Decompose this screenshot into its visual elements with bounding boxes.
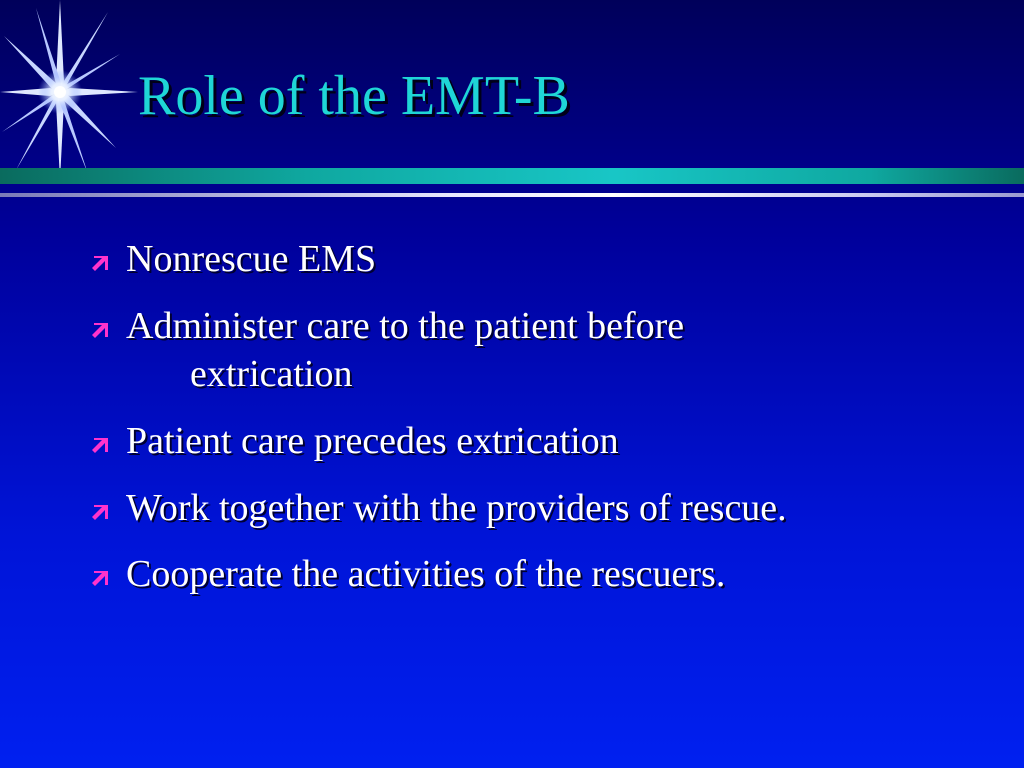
bullet-text: Administer care to the patient before extrication <box>126 304 685 395</box>
bullet-item <box>88 485 988 533</box>
bullet-list <box>88 236 988 618</box>
bullet-text: Cooperate the activities of the rescuers. <box>126 553 726 596</box>
bullet-text: Patient care precedes extrication <box>126 419 619 462</box>
arrow-up-right-icon <box>88 317 112 341</box>
bullet-item <box>88 303 988 399</box>
bullet-text: Work together with the providers of rescue. <box>126 486 787 529</box>
bullet-item <box>88 551 988 599</box>
slide-title: Role of the EMT-B <box>138 65 570 127</box>
title-divider-band <box>0 168 1024 184</box>
bullet-item <box>88 418 988 466</box>
title-divider-line <box>0 193 1024 197</box>
arrow-up-right-icon <box>88 432 112 456</box>
arrow-up-right-icon <box>88 499 112 523</box>
arrow-up-right-icon <box>88 250 112 274</box>
sparkle-star-icon <box>0 0 140 180</box>
bullet-item <box>88 236 988 284</box>
arrow-up-right-icon <box>88 565 112 589</box>
bullet-text: Nonrescue EMS <box>126 238 377 280</box>
